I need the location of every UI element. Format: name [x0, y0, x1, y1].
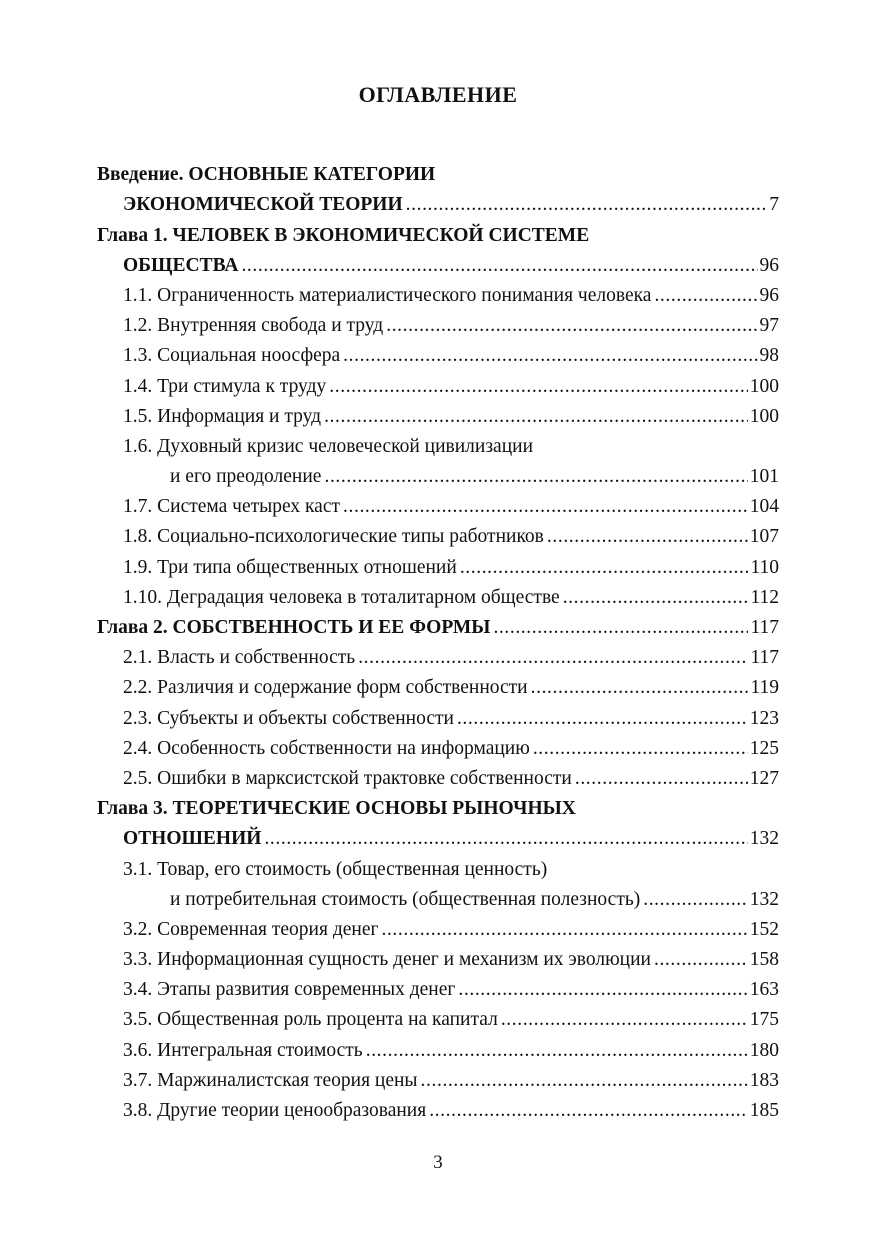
toc-entry-page-number: 119 — [750, 677, 779, 699]
toc-entry-page-number: 96 — [759, 284, 779, 306]
dot-leader — [324, 464, 747, 490]
dot-leader — [381, 917, 747, 943]
toc-entry-label: 1.9. Три типа общественных отношений — [123, 556, 457, 578]
toc-entry-label: 3.3. Информационная сущность денег и механизм их эволюции — [123, 949, 651, 971]
toc-entry-label: и потребительная стоимость (общественная полезность) — [170, 888, 641, 910]
toc-entry-label: 1.10. Деградация человека в тоталитарном обществе — [123, 586, 560, 608]
dot-leader — [343, 343, 757, 369]
toc-entry[interactable] — [97, 1033, 779, 1063]
toc-entry-label: 3.7. Маржиналистская теория цены — [123, 1069, 418, 1091]
toc-entry[interactable] — [97, 1094, 779, 1124]
dot-leader — [329, 374, 747, 400]
toc-entry[interactable] — [97, 943, 779, 973]
toc-entry-page-number: 185 — [749, 1100, 779, 1121]
toc-entry[interactable] — [97, 822, 779, 852]
toc-entry-label: 3.1. Товар, его стоимость (общественная ценность) — [123, 858, 548, 880]
toc-chapter-entry[interactable] — [97, 611, 779, 641]
toc-entry-label: Глава 3. ТЕОРЕТИЧЕСКИЕ ОСНОВЫ РЫНОЧНЫХ — [97, 798, 576, 820]
toc-entry-page-number: 100 — [749, 375, 779, 397]
toc-entry-label: Глава 1. ЧЕЛОВЕК В ЭКОНОМИЧЕСКОЙ СИСТЕМЕ — [97, 224, 590, 246]
dot-leader — [563, 585, 749, 611]
toc-entry[interactable] — [97, 188, 779, 218]
toc-chapter-entry[interactable] — [97, 792, 779, 822]
toc-entry-page-number: 132 — [749, 888, 779, 910]
toc-entry-label: 1.7. Система четырех каст — [123, 496, 341, 518]
dot-leader — [460, 555, 749, 581]
toc-entry-label: 1.6. Духовный кризис человеческой цивилизации — [123, 435, 534, 457]
toc-entry-page-number: 96 — [759, 254, 779, 276]
dot-leader — [366, 1038, 748, 1064]
toc-entry[interactable] — [97, 400, 779, 430]
toc-entry-page-number: 110 — [750, 556, 779, 578]
toc-entry-page-number: 180 — [749, 1039, 779, 1061]
toc-entry-label: 2.2. Различия и содержание форм собственности — [123, 677, 528, 699]
toc-entry-label: Введение. ОСНОВНЫЕ КАТЕГОРИИ — [97, 164, 436, 186]
toc-entry-page-number: 7 — [769, 194, 779, 216]
dot-leader — [241, 253, 757, 279]
toc-entry-label: 2.5. Ошибки в марксистской трактовке собственности — [123, 767, 572, 789]
dot-leader — [458, 977, 747, 1003]
page-title: ОГЛАВЛЕНИЕ — [358, 82, 518, 107]
dot-leader — [643, 887, 748, 913]
toc-entry-page-number: 175 — [749, 1009, 779, 1031]
dot-leader — [386, 313, 757, 339]
dot-leader — [654, 947, 748, 973]
dot-leader — [358, 645, 748, 671]
toc-entry-label: 3.4. Этапы развития современных денег — [123, 979, 456, 1001]
toc-entry-page-number: 132 — [749, 828, 779, 850]
toc-entry-page-number: 98 — [759, 345, 779, 367]
toc-entry-page-number: 163 — [749, 979, 779, 1001]
toc-entry-label: 1.4. Три стимула к труду — [123, 375, 327, 397]
toc-entry[interactable] — [97, 309, 779, 339]
toc-entry-page-number: 101 — [749, 466, 779, 488]
dot-leader — [406, 192, 768, 218]
toc-entry[interactable] — [97, 973, 779, 1003]
toc-entry[interactable] — [97, 1064, 779, 1094]
dot-leader — [533, 736, 748, 762]
dot-leader — [501, 1007, 748, 1033]
toc-entry[interactable] — [97, 852, 779, 882]
toc-entry-label: 2.3. Субъекты и объекты собственности — [123, 707, 454, 729]
toc-entry-label: 2.4. Особенность собственности на информацию — [123, 737, 530, 759]
toc-entry-label: 3.5. Общественная роль процента на капитал — [123, 1009, 498, 1031]
toc-entry-label: 3.8. Другие теории ценообразования — [123, 1100, 427, 1121]
dot-leader — [343, 494, 748, 520]
toc-entry-page-number: 123 — [749, 707, 779, 729]
dot-leader — [531, 675, 749, 701]
toc-entry[interactable] — [97, 883, 779, 913]
dot-leader — [547, 524, 748, 550]
toc-entry-label: и его преодоление — [170, 466, 322, 488]
toc-entry-page-number: 117 — [750, 647, 779, 669]
toc-entry-page-number: 107 — [749, 526, 779, 548]
toc-entry-label: Глава 2. СОБСТВЕННОСТЬ И ЕЕ ФОРМЫ — [97, 617, 491, 638]
dot-leader — [654, 283, 757, 309]
toc-entry[interactable] — [97, 460, 779, 490]
toc-entry-page-number: 100 — [749, 405, 779, 427]
toc-entry-page-number: 152 — [749, 918, 779, 940]
toc-entry[interactable] — [97, 430, 779, 460]
toc-entry[interactable] — [97, 671, 779, 701]
dot-leader — [421, 1068, 748, 1094]
toc-entry-label: ЭКОНОМИЧЕСКОЙ ТЕОРИИ — [123, 194, 403, 216]
toc-entry-label: 1.2. Внутренняя свобода и труд — [123, 315, 384, 337]
toc-entry[interactable] — [97, 732, 779, 762]
toc-entry-label: 3.2. Современная теория денег — [123, 918, 379, 940]
dot-leader — [575, 766, 748, 792]
toc-entry-label: 1.1. Ограниченность материалистического понимания человека — [123, 284, 652, 306]
dot-leader — [324, 404, 748, 430]
toc-entry[interactable] — [97, 581, 779, 611]
toc-entry[interactable] — [97, 641, 779, 671]
table-of-contents — [97, 158, 779, 1124]
toc-entry-label: 1.8. Социально-психологические типы работников — [123, 526, 544, 548]
toc-entry-label: ОБЩЕСТВА — [123, 254, 239, 276]
toc-entry-label: 2.1. Власть и собственность — [123, 647, 356, 669]
toc-entry[interactable] — [97, 369, 779, 399]
toc-entry-page-number: 125 — [749, 737, 779, 759]
toc-entry-page-number: 158 — [749, 949, 779, 971]
toc-entry-page-number: 97 — [759, 315, 779, 337]
toc-entry[interactable] — [97, 520, 779, 550]
toc-entry-label: 3.6. Интегральная стоимость — [123, 1039, 363, 1061]
dot-leader — [264, 826, 747, 852]
dot-leader — [457, 706, 748, 732]
toc-entry[interactable] — [97, 913, 779, 943]
toc-chapter-entry[interactable] — [97, 218, 779, 248]
toc-entry[interactable] — [97, 339, 779, 369]
toc-entry-page-number: 112 — [750, 586, 779, 608]
dot-leader — [429, 1098, 748, 1124]
dot-leader — [493, 615, 748, 641]
toc-entry[interactable] — [97, 279, 779, 309]
toc-entry-page-number: 127 — [749, 767, 779, 789]
toc-entry[interactable] — [97, 249, 779, 279]
toc-chapter-entry[interactable] — [97, 158, 779, 188]
toc-entry[interactable] — [97, 550, 779, 580]
toc-entry[interactable] — [97, 490, 779, 520]
toc-entry-page-number: 117 — [750, 617, 779, 638]
toc-entry-label: 1.3. Социальная ноосфера — [123, 345, 341, 367]
toc-entry[interactable] — [97, 1003, 779, 1033]
toc-entry-label: 1.5. Информация и труд — [123, 405, 322, 427]
toc-entry[interactable] — [97, 762, 779, 792]
toc-entry-page-number: 104 — [749, 496, 779, 518]
toc-entry-page-number: 183 — [749, 1069, 779, 1091]
toc-entry-label: ОТНОШЕНИЙ — [123, 828, 262, 850]
page-number: 3 — [433, 1152, 443, 1173]
toc-entry[interactable] — [97, 701, 779, 731]
